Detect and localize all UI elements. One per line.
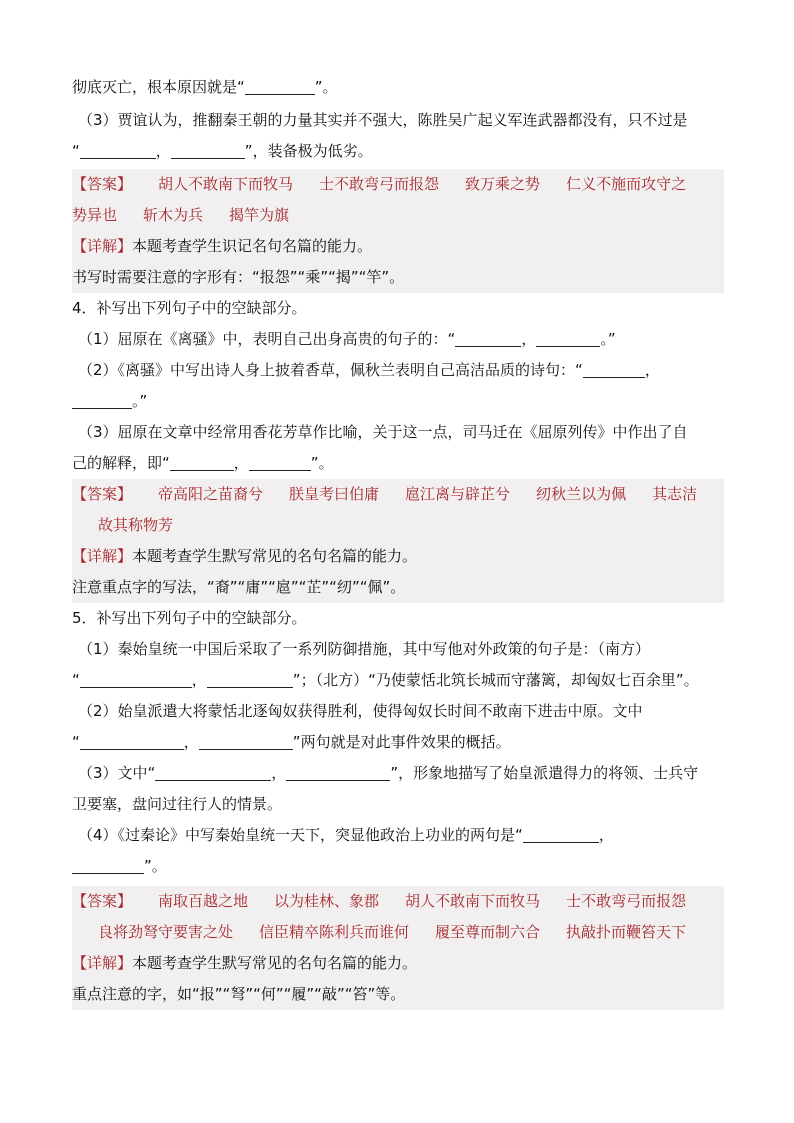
- answer-item: 仁义不施而攻守之: [566, 175, 687, 193]
- text: ”，形象地描写了始皇派遣得力的将领、士兵守: [390, 764, 699, 782]
- answer-item: 揭竿为旗: [229, 206, 290, 224]
- q5-sub1: [72, 634, 724, 665]
- text: ”。: [310, 454, 334, 472]
- text: （3）文中“: [78, 764, 156, 782]
- detail-text: 本题考查学生默写常见的名句名篇的能力。: [132, 547, 418, 565]
- q4-sub2-cont: [72, 386, 724, 417]
- answer-line: [72, 917, 724, 948]
- q5-title: [72, 603, 724, 634]
- q3-sub3-blanks: [72, 136, 724, 167]
- text: ，: [183, 733, 199, 751]
- note-line: [72, 572, 724, 603]
- text: ，: [233, 454, 249, 472]
- q3-sub3: [72, 105, 724, 136]
- answer-line: [72, 479, 724, 510]
- text: 己的解释，即“: [72, 454, 170, 472]
- q3-answer-box: [72, 169, 724, 293]
- q5-sub4: [72, 820, 724, 851]
- q5-sub3-cont: [72, 789, 724, 820]
- blank-line: [80, 669, 192, 688]
- text: ，: [521, 330, 537, 348]
- text: （2）始皇派遣大将蒙恬北逐匈奴获得胜利，使得匈奴长时间不敢南下进击中原。文中: [78, 702, 643, 720]
- q3-text-line: [72, 72, 724, 103]
- text: “: [72, 142, 80, 160]
- blank-line: [523, 824, 599, 843]
- text: ”，装备极为低劣。: [244, 142, 373, 160]
- detail-text: 本题考查学生识记名句名篇的能力。: [132, 237, 373, 255]
- answer-item: 士不敢弯弓而报怨: [319, 175, 440, 193]
- text: 。”: [132, 392, 148, 410]
- text: （1）秦始皇统一中国后采取了一系列防御措施，其中写他对外政策的句子是：（南方）: [78, 640, 651, 658]
- answer-line: [72, 510, 724, 541]
- answer-item: 其志洁: [652, 485, 698, 503]
- q5-answer-box: [72, 886, 724, 1010]
- text: ”；（北方）“乃使蒙恬北筑长城而守藩篱，却匈奴七百余里”。: [292, 671, 699, 689]
- q4-sub3: [72, 417, 724, 448]
- blank-line: [199, 731, 293, 750]
- text: （3）贾谊认为，推翻秦王朝的力量其实并不强大，陈胜吴广起义军连武器都没有，只不过是: [78, 111, 688, 129]
- detail-line: [72, 948, 724, 979]
- q4-sub1: [72, 324, 724, 355]
- text: 。”: [600, 330, 616, 348]
- blank-line: [80, 140, 156, 159]
- blank-line: [455, 328, 521, 347]
- document-page: [72, 72, 724, 1010]
- text: 彻底灭亡，根本原因就是“: [72, 78, 245, 96]
- answer-item: 士不敢弯弓而报怨: [566, 892, 687, 910]
- detail-text: 本题考查学生默写常见的名句名篇的能力。: [132, 954, 418, 972]
- answer-item: 履至尊而制六合: [435, 923, 541, 941]
- answer-item: 致万乘之势: [465, 175, 541, 193]
- answer-item: 斩木为兵: [143, 206, 204, 224]
- detail-label: 【详解】: [72, 547, 133, 565]
- q5-sub4-cont: [72, 851, 724, 882]
- answer-item: 胡人不敢南下而牧马: [158, 175, 294, 193]
- detail-line: [72, 541, 724, 572]
- blank-line: [249, 452, 311, 471]
- q5-sub2-cont: [72, 727, 724, 758]
- q4-answer-box: [72, 479, 724, 603]
- blank-line: [207, 669, 293, 688]
- blank-line: [536, 328, 600, 347]
- answer-label: 【答案】: [72, 175, 133, 193]
- blank-line: [72, 855, 144, 874]
- q5-sub2: [72, 696, 724, 727]
- answer-item: 以为桂林、象郡: [274, 892, 380, 910]
- answer-item: 势异也: [72, 206, 118, 224]
- answer-label: 【答案】: [72, 485, 133, 503]
- note-text: 书写时需要注意的字形有：“报怨”“乘”“揭”“竿”。: [72, 268, 405, 286]
- answer-item: 帝高阳之苗裔兮: [158, 485, 264, 503]
- text: ”。: [314, 78, 338, 96]
- q5-sub1-cont: [72, 665, 724, 696]
- answer-item: 良将劲弩守要害之处: [98, 923, 234, 941]
- answer-item: 信臣精卒陈利兵而谁何: [259, 923, 410, 941]
- answer-line: [72, 169, 724, 200]
- text: （4）《过秦论》中写秦始皇统一天下，突显他政治上功业的两句是“: [78, 826, 523, 844]
- blank-line: [155, 762, 271, 781]
- q4-title: [72, 293, 724, 324]
- answer-item: 纫秋兰以为佩: [536, 485, 627, 503]
- note-text: 重点注意的字，如“报”“弩”“何”“履”“敲”“笞”等。: [72, 985, 406, 1003]
- text: ，: [155, 142, 171, 160]
- blank-line: [286, 762, 390, 781]
- q5-sub3: [72, 758, 724, 789]
- blank-line: [245, 76, 315, 95]
- blank-line: [170, 452, 234, 471]
- q4-sub3-cont: [72, 448, 724, 479]
- answer-item: 扈江离与辟芷兮: [405, 485, 511, 503]
- answer-label: 【答案】: [72, 892, 133, 910]
- answer-line: [72, 200, 724, 231]
- answer-item: 故其称物芳: [98, 516, 174, 534]
- answer-item: 执敲扑而鞭笞天下: [566, 923, 687, 941]
- text: 卫要塞，盘问过往行人的情景。: [72, 795, 283, 813]
- text: “: [72, 671, 80, 689]
- text: ”。: [144, 857, 167, 875]
- detail-label: 【详解】: [72, 954, 133, 972]
- text: ”两句就是对此事件效果的概括。: [292, 733, 511, 751]
- blank-line: [171, 140, 245, 159]
- note-text: 注意重点字的写法，“裔”“庸”“扈”“芷”“纫”“佩”。: [72, 578, 406, 596]
- answer-item: 朕皇考曰伯庸: [289, 485, 380, 503]
- question-title: 5．补写出下列句子中的空缺部分。: [72, 609, 307, 627]
- text: ，: [271, 764, 287, 782]
- text: “: [72, 733, 80, 751]
- blank-line: [80, 731, 184, 750]
- note-line: [72, 979, 724, 1010]
- note-line: [72, 262, 724, 293]
- text: （2）《离骚》中写出诗人身上披着香草，佩秋兰表明自己高洁品质的诗句：“: [78, 361, 583, 379]
- q4-sub2: [72, 355, 724, 386]
- answer-item: 胡人不敢南下而牧马: [405, 892, 541, 910]
- question-title: 4．补写出下列句子中的空缺部分。: [72, 299, 307, 317]
- text: ，: [191, 671, 207, 689]
- blank-line: [583, 359, 645, 378]
- text: （1）屈原在《离骚》中，表明自己出身高贵的句子的：“: [78, 330, 456, 348]
- blank-line: [72, 390, 132, 409]
- detail-label: 【详解】: [72, 237, 133, 255]
- text: ，: [598, 826, 614, 844]
- text: （3）屈原在文章中经常用香花芳草作比喻，关于这一点，司马迁在《屈原列传》中作出了自: [78, 423, 688, 441]
- text: ，: [644, 361, 660, 379]
- answer-item: 南取百越之地: [158, 892, 249, 910]
- detail-line: [72, 231, 724, 262]
- answer-line: [72, 886, 724, 917]
